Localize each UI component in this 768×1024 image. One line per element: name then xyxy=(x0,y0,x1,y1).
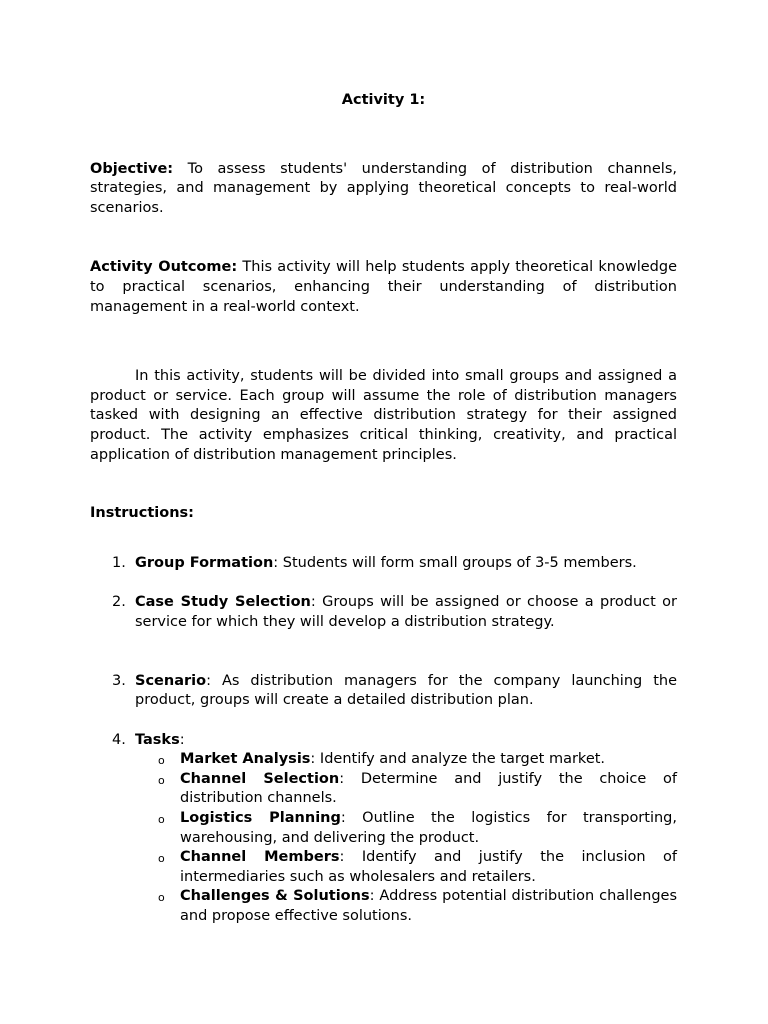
list-number: 3. xyxy=(112,672,126,689)
bullet-icon: o xyxy=(158,754,165,768)
outcome-text: This activity will help students apply theoretical knowledge to practical scenarios, enhancing their understanding of distribution management in a real-world context. xyxy=(90,259,677,315)
list-number: 1. xyxy=(112,554,126,571)
task-item-logistics-planning xyxy=(135,809,677,848)
step-text: : Students will form small groups of 3-5 members. xyxy=(273,554,637,571)
tasks-sublist xyxy=(135,750,677,926)
list-item-case-study xyxy=(90,593,677,632)
objective-text: To assess students' understanding of distribution channels, strategies, and management by applying theoretical concepts to real-world scenarios. xyxy=(90,160,677,216)
list-item-scenario xyxy=(90,672,677,711)
step-label: Scenario xyxy=(135,672,207,689)
task-item-channel-members xyxy=(135,848,677,887)
bullet-icon: o xyxy=(158,773,165,787)
bullet-icon: o xyxy=(158,852,165,866)
list-item-tasks xyxy=(90,731,677,927)
task-label: Challenges & Solutions xyxy=(180,888,370,905)
task-item-challenges-solutions xyxy=(135,887,677,926)
objective-label: Objective: xyxy=(90,160,174,177)
task-text: : Outline the logistics for transporting, warehousing, and delivering the product. xyxy=(180,810,677,846)
activity-title: Activity 1: xyxy=(341,92,426,108)
task-text: : Determine and justify the choice of distribution channels. xyxy=(180,770,677,807)
instructions-heading-text: Instructions: xyxy=(90,505,194,522)
list-item-group-formation xyxy=(90,554,677,574)
task-label: Channel Members xyxy=(180,849,340,866)
document-body xyxy=(90,91,677,927)
bullet-icon: o xyxy=(158,891,165,905)
task-item-market-analysis xyxy=(135,750,677,770)
task-label: Market Analysis xyxy=(180,751,311,768)
list-number: 2. xyxy=(112,594,126,611)
step-label: Tasks xyxy=(135,731,180,748)
task-label: Logistics Planning xyxy=(180,810,341,827)
task-text: : Address potential distribution challenges and propose effective solutions. xyxy=(180,888,678,925)
outcome-paragraph xyxy=(90,258,677,317)
step-label: Group Formation xyxy=(135,554,274,571)
task-text: : Identify and justify the inclusion of intermediaries such as wholesalers and retailers. xyxy=(180,849,677,885)
bullet-icon: o xyxy=(158,813,165,827)
task-label: Channel Selection xyxy=(180,770,340,787)
step-text: : Groups will be assigned or choose a product or service for which they will develop a distribution strategy. xyxy=(135,594,677,630)
task-item-channel-selection xyxy=(135,770,677,809)
step-label: Case Study Selection xyxy=(135,594,311,611)
step-text: : As distribution managers for the company launching the product, groups will create a detailed distribution plan. xyxy=(135,672,677,709)
instructions-heading xyxy=(90,504,677,524)
objective-paragraph xyxy=(90,160,677,219)
list-number: 4. xyxy=(112,731,126,748)
outcome-label: Activity Outcome: xyxy=(90,259,238,276)
instructions-list xyxy=(90,554,677,927)
step-text: : xyxy=(179,731,185,748)
task-text: : Identify and analyze the target market. xyxy=(310,751,606,768)
intro-paragraph: In this activity, students will be divided into small groups and assigned a product or service. Each group will assume the role of distribution managers tasked with designing an effective distribution strategy for their assigned product. The activity emphasizes critical thinking, creativity, and practical application of distribution management principles. xyxy=(90,368,677,463)
